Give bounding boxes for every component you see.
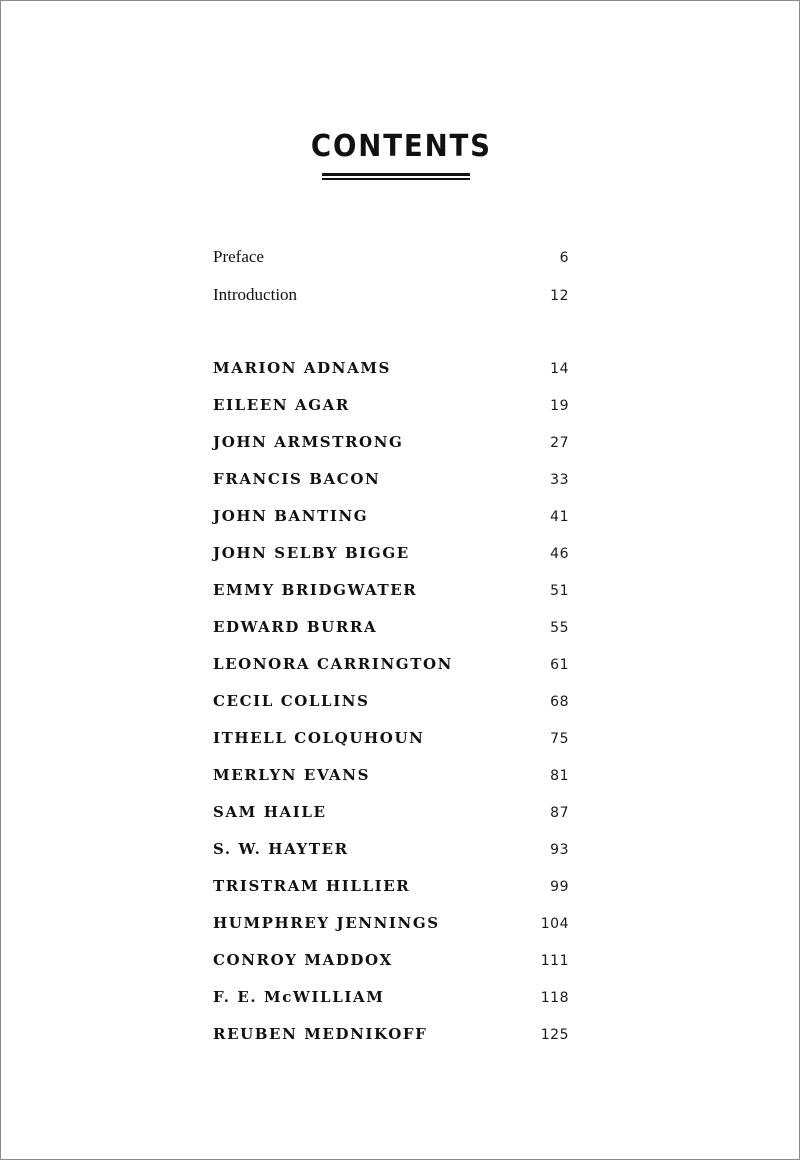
toc-entry-page: 75 xyxy=(550,731,569,747)
toc-entry-artist[interactable] xyxy=(213,840,569,870)
toc-entry-artist[interactable] xyxy=(213,951,569,981)
toc-entry-label: MERLYN EVANS xyxy=(213,766,371,784)
toc-entry-artist[interactable] xyxy=(213,544,569,574)
toc-entry-label: F. E. McWILLIAM xyxy=(213,988,385,1006)
toc-entry-artist[interactable] xyxy=(213,507,569,537)
toc-entry-label: LEONORA CARRINGTON xyxy=(213,655,453,673)
toc-entry-page: 87 xyxy=(550,805,569,821)
toc-entry-page: 81 xyxy=(550,768,569,784)
toc-entry-preface[interactable] xyxy=(213,247,569,277)
toc-entry-page: 99 xyxy=(550,879,569,895)
toc-entry-page: 125 xyxy=(540,1027,569,1043)
toc-entry-page: 51 xyxy=(550,583,569,599)
toc-entry-page: 111 xyxy=(540,953,569,969)
toc-entry-page: 118 xyxy=(540,990,569,1006)
toc-entry-label: JOHN SELBY BIGGE xyxy=(213,544,410,562)
toc-entry-label: EILEEN AGAR xyxy=(213,396,350,414)
toc-entry-artist[interactable] xyxy=(213,396,569,426)
toc-entry-page: 55 xyxy=(550,620,569,636)
title-underline-thick xyxy=(322,173,470,176)
toc-entry-page: 14 xyxy=(550,361,569,377)
toc-entry-label: EDWARD BURRA xyxy=(213,618,378,636)
toc-entry-label: REUBEN MEDNIKOFF xyxy=(213,1025,428,1043)
toc-entry-artist[interactable] xyxy=(213,988,569,1018)
toc-entry-page: 27 xyxy=(550,435,569,451)
toc-entry-artist[interactable] xyxy=(213,655,569,685)
toc-entry-label: FRANCIS BACON xyxy=(213,470,381,488)
toc-entry-artist[interactable] xyxy=(213,359,569,389)
toc-entry-page: 93 xyxy=(550,842,569,858)
toc-entry-artist[interactable] xyxy=(213,729,569,759)
toc-entry-page: 104 xyxy=(540,916,569,932)
toc-entry-label: JOHN BANTING xyxy=(213,507,369,525)
toc-entry-page: 68 xyxy=(550,694,569,710)
toc-entry-artist[interactable] xyxy=(213,914,569,944)
toc-entry-artist[interactable] xyxy=(213,877,569,907)
toc-entry-artist[interactable] xyxy=(213,433,569,463)
toc-entry-artist[interactable] xyxy=(213,692,569,722)
toc-entry-label: Preface xyxy=(213,247,264,266)
toc-entry-label: ITHELL COLQUHOUN xyxy=(213,729,425,747)
toc-entry-label: CECIL COLLINS xyxy=(213,692,370,710)
toc-entry-artist[interactable] xyxy=(213,618,569,648)
toc-entry-label: SAM HAILE xyxy=(213,803,327,821)
toc-entry-label: HUMPHREY JENNINGS xyxy=(213,914,440,932)
toc-entry-page: 46 xyxy=(550,546,569,562)
toc-entry-label: S. W. HAYTER xyxy=(213,840,349,858)
toc-entry-page: 41 xyxy=(550,509,569,525)
toc-entry-page: 61 xyxy=(550,657,569,673)
toc-entry-artist[interactable] xyxy=(213,766,569,796)
toc-entry-introduction[interactable] xyxy=(213,285,569,315)
toc-entry-page: 12 xyxy=(550,288,569,304)
toc-entry-label: EMMY BRIDGWATER xyxy=(213,581,418,599)
page-title: CONTENTS xyxy=(310,129,492,164)
toc-entry-label: Introduction xyxy=(213,285,298,304)
toc-entry-artist[interactable] xyxy=(213,803,569,833)
toc-entry-page: 6 xyxy=(559,250,569,266)
toc-entry-page: 33 xyxy=(550,472,569,488)
toc-entry-artist[interactable] xyxy=(213,581,569,611)
title-block xyxy=(1,127,800,167)
toc-entry-label: TRISTRAM HILLIER xyxy=(213,877,411,895)
toc-entry-artist[interactable] xyxy=(213,1025,569,1055)
toc-entry-page: 19 xyxy=(550,398,569,414)
title-underline-thin xyxy=(322,178,470,180)
toc-entry-label: MARION ADNAMS xyxy=(213,359,391,377)
toc-entry-label: CONROY MADDOX xyxy=(213,951,393,969)
toc-entry-artist[interactable] xyxy=(213,470,569,500)
toc-entry-label: JOHN ARMSTRONG xyxy=(213,433,404,451)
